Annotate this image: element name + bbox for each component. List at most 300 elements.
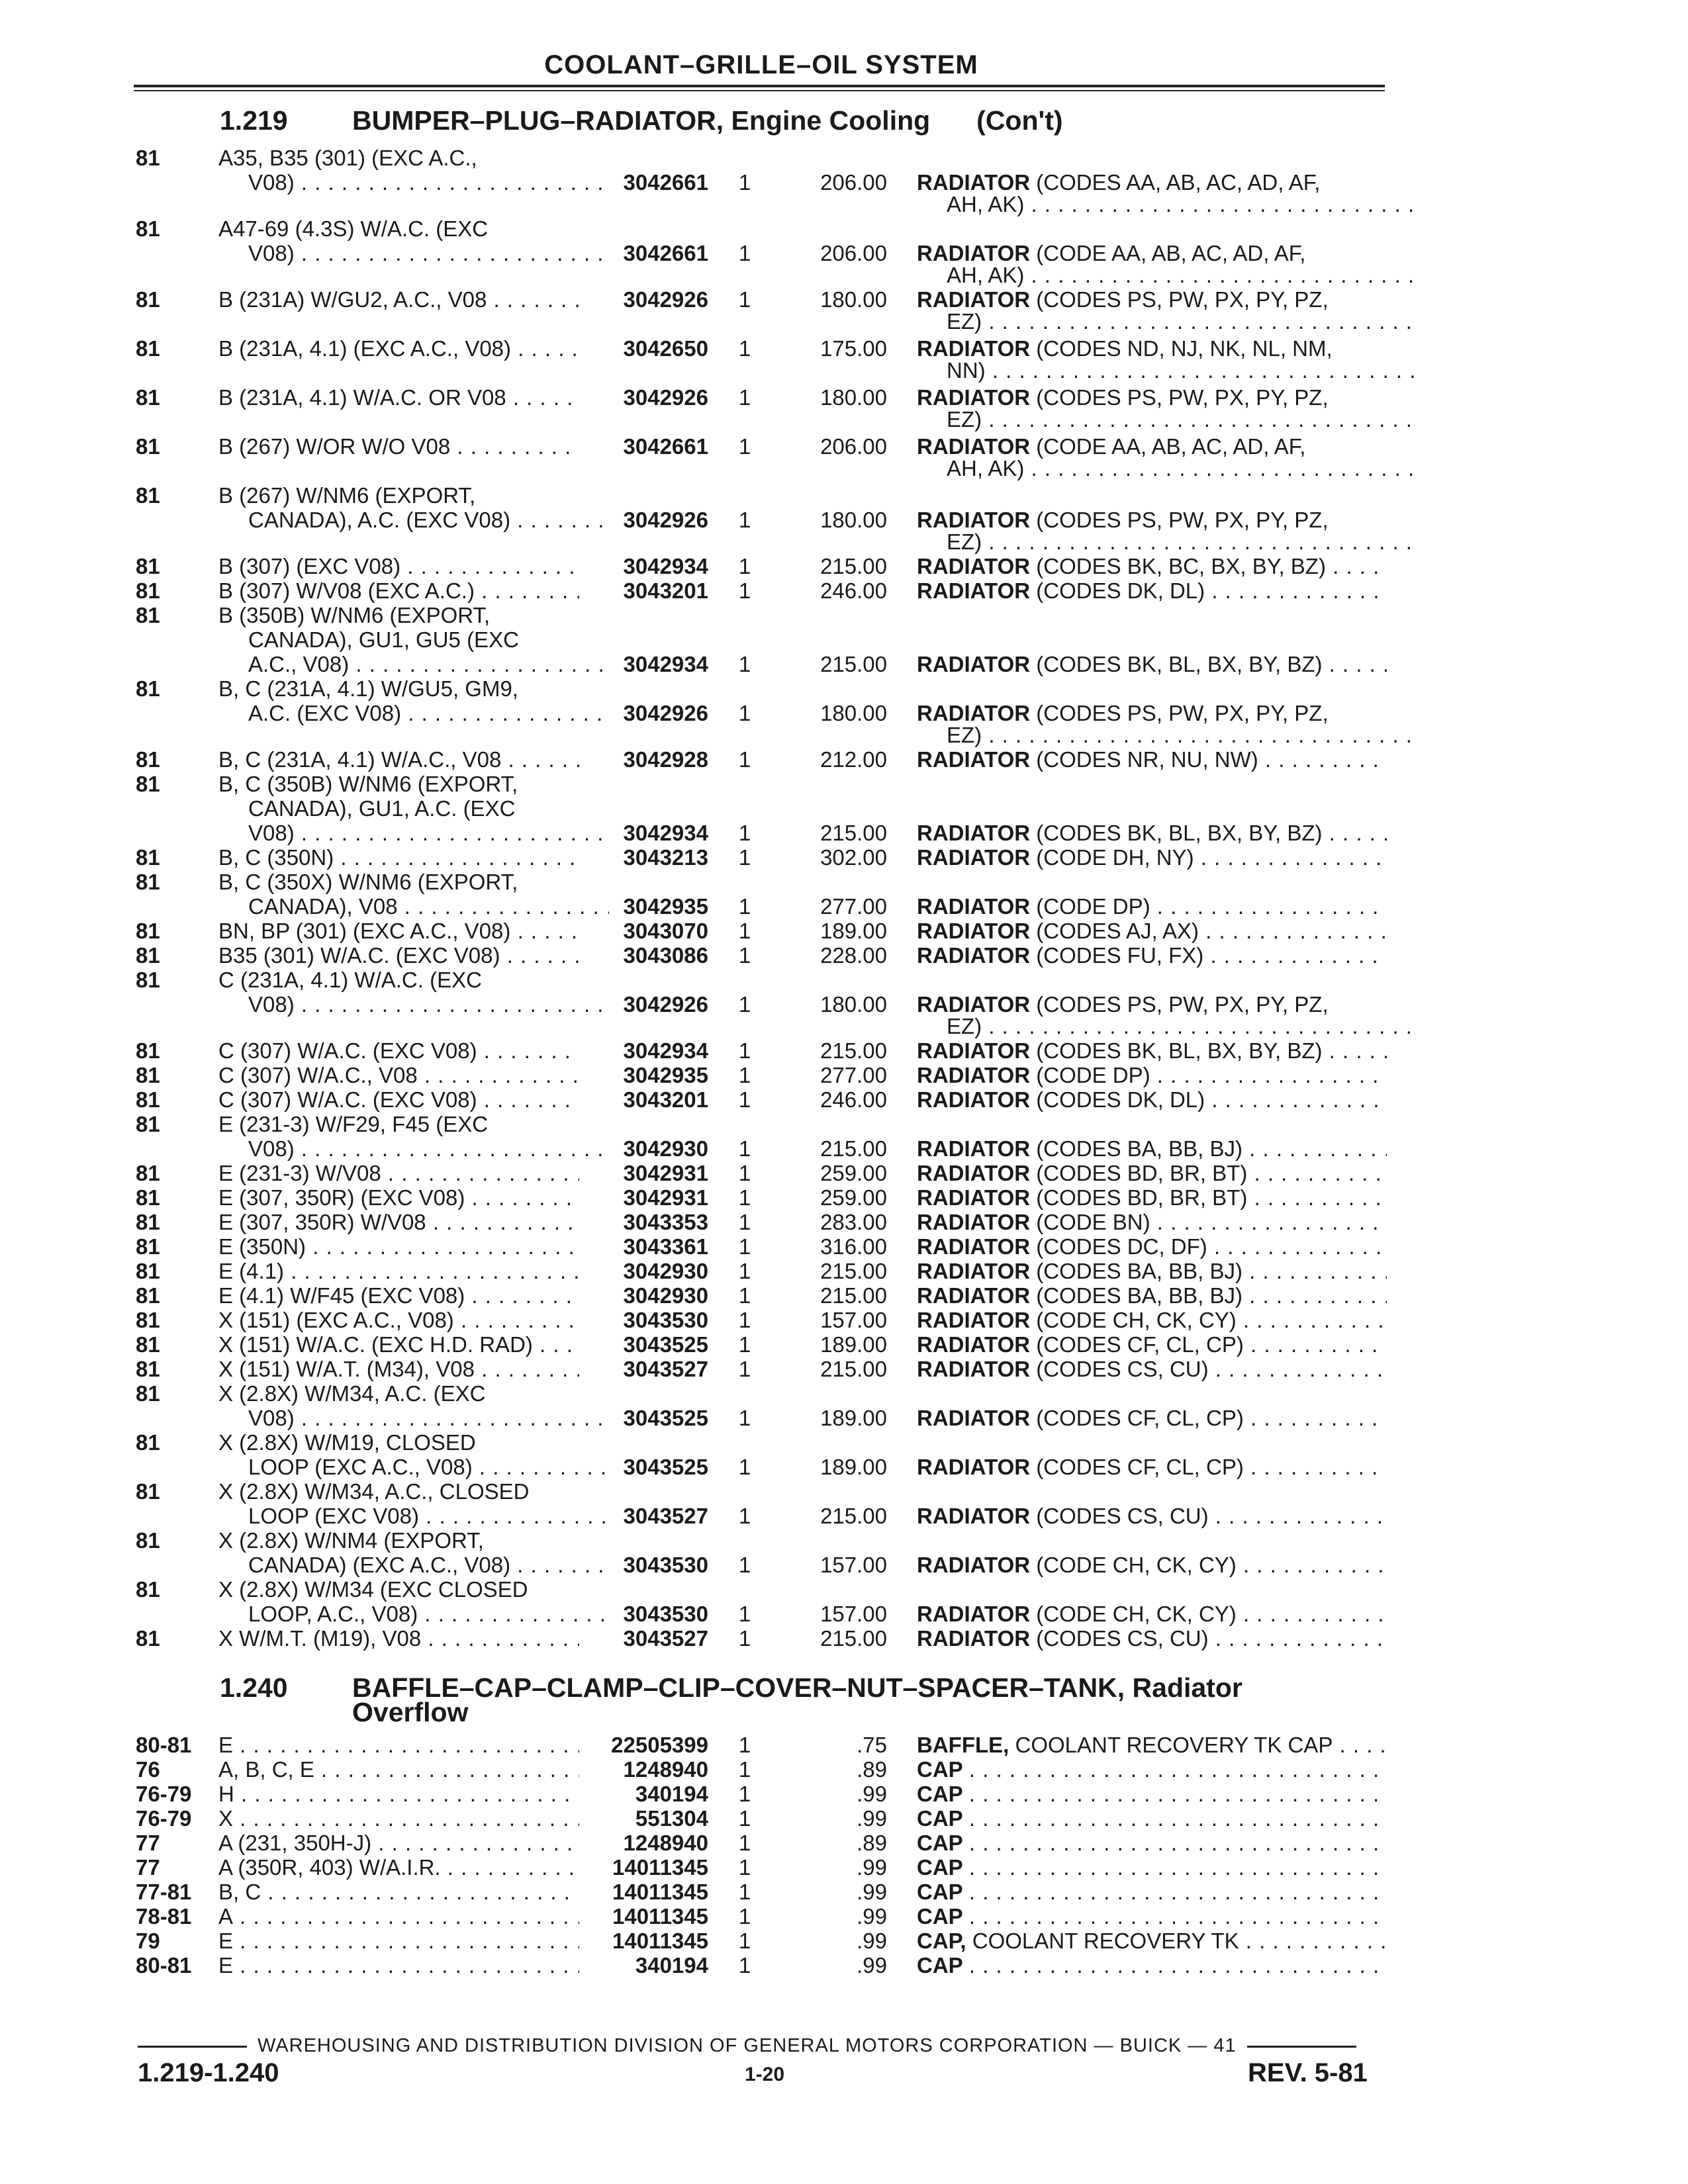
model-year: 81 — [136, 385, 160, 410]
description-detail: (CODE AA, AB, AC, AD, AF, — [1036, 434, 1306, 459]
part-number: 3043530 — [623, 1308, 708, 1332]
application-text: X (151) (EXC A.C., V08) . . . — [218, 1308, 579, 1332]
quantity: 1 — [738, 1038, 751, 1063]
price: 215.00 — [820, 1038, 887, 1063]
price: .89 — [857, 1831, 887, 1855]
description — [917, 554, 1387, 578]
description — [917, 508, 1387, 532]
section-continued: (Con't) — [976, 105, 1063, 136]
model-year: 81 — [136, 1626, 160, 1651]
description-detail: (CODES BK, BL, BX, BY, BZ) — [1036, 821, 1323, 845]
part-number: 3042930 — [623, 1136, 708, 1161]
description-detail: (CODES ND, NJ, NK, NL, NM, — [1036, 336, 1333, 361]
application-text: B (267) W/OR W/O V08 . . . — [218, 434, 579, 459]
description-detail: (CODES AA, AB, AC, AD, AF, — [1036, 170, 1321, 195]
description-name: RADIATOR — [917, 1210, 1031, 1234]
quantity: 1 — [738, 578, 751, 603]
part-number: 3043201 — [623, 578, 708, 603]
description-detail: (CODES CF, CL, CP) — [1036, 1455, 1244, 1479]
description — [917, 1038, 1387, 1063]
application-text: B (267) W/NM6 (EXPORT, — [218, 483, 476, 508]
application-text: B (231A, 4.1) W/A.C. OR V08 . . . — [218, 385, 579, 410]
part-number: 14011345 — [612, 1880, 708, 1904]
price: 157.00 — [820, 1553, 887, 1577]
model-year: 81 — [136, 1063, 160, 1087]
description-name: RADIATOR — [917, 1553, 1031, 1577]
description-detail: (CODES BA, BB, BJ) — [1036, 1136, 1243, 1161]
description-detail: (CODES PS, PW, PX, PY, PZ, — [1036, 385, 1329, 410]
price: 215.00 — [820, 1504, 887, 1528]
description-detail: (CODES BK, BC, BX, BY, BZ) — [1036, 554, 1326, 578]
description — [917, 1626, 1387, 1651]
application-text: V08) . . . — [218, 821, 609, 845]
application-text: CANADA), GU1, A.C. (EXC — [248, 796, 516, 821]
quantity: 1 — [738, 919, 751, 943]
description — [917, 434, 1387, 459]
description-continued: EZ) . . . — [917, 407, 1417, 432]
description — [917, 919, 1387, 943]
model-year: 76-79 — [136, 1806, 192, 1831]
model-year: 81 — [136, 1430, 160, 1455]
model-year: 81 — [136, 1038, 160, 1063]
model-year: 81 — [136, 1259, 160, 1283]
part-number: 3042926 — [623, 701, 708, 725]
description-name: CAP — [917, 1757, 963, 1782]
description-name: RADIATOR — [917, 919, 1031, 943]
application-text: E (4.1) W/F45 (EXC V08) . . . — [218, 1283, 579, 1308]
description-name: RADIATOR — [917, 578, 1031, 603]
part-number: 3042661 — [623, 434, 708, 459]
part-number: 3043527 — [623, 1626, 708, 1651]
description — [917, 845, 1387, 870]
description — [917, 170, 1387, 195]
application-text: B, C (350B) W/NM6 (EXPORT, — [218, 772, 518, 796]
description — [917, 1063, 1387, 1087]
description — [917, 1953, 1387, 1978]
description — [917, 1602, 1387, 1626]
quantity: 1 — [738, 170, 751, 195]
description — [917, 943, 1387, 968]
quantity: 1 — [738, 943, 751, 968]
description-detail: (CODES CS, CU) — [1036, 1357, 1209, 1381]
description — [917, 1455, 1387, 1479]
application-text: B (307) (EXC V08) . . . — [218, 554, 579, 578]
description-name: RADIATOR — [917, 1332, 1031, 1357]
price: 316.00 — [820, 1234, 887, 1259]
description-detail: (CODES BA, BB, BJ) — [1036, 1283, 1243, 1308]
application-text: V08) . . . — [218, 992, 609, 1017]
part-number: 3042926 — [623, 992, 708, 1017]
quantity: 1 — [738, 1234, 751, 1259]
description — [917, 1259, 1387, 1283]
description — [917, 1757, 1387, 1782]
price: 180.00 — [820, 385, 887, 410]
application-text: CANADA), V08 . . . — [218, 894, 609, 919]
description — [917, 385, 1387, 410]
price: 157.00 — [820, 1308, 887, 1332]
model-year: 81 — [136, 1479, 160, 1504]
price: .99 — [857, 1880, 887, 1904]
model-year: 81 — [136, 845, 160, 870]
quantity: 1 — [738, 1904, 751, 1929]
model-year: 81 — [136, 1308, 160, 1332]
part-number: 1248940 — [623, 1831, 708, 1855]
description-name: CAP — [917, 1953, 963, 1978]
description-detail: (CODES DK, DL) — [1036, 578, 1205, 603]
application-text: C (307) W/A.C. (EXC V08) . . . — [218, 1038, 579, 1063]
description-name: RADIATOR — [917, 385, 1031, 410]
description-continued: EZ) . . . — [917, 309, 1417, 334]
part-number: 340194 — [635, 1953, 708, 1978]
description — [917, 1357, 1387, 1381]
price: 283.00 — [820, 1210, 887, 1234]
model-year: 81 — [136, 676, 160, 701]
application-text: V08) . . . — [218, 241, 609, 265]
application-text: X (2.8X) W/M19, CLOSED — [218, 1430, 476, 1455]
description — [917, 821, 1387, 845]
price: 259.00 — [820, 1185, 887, 1210]
description — [917, 1806, 1387, 1831]
description-name: CAP, — [917, 1929, 966, 1953]
application-text: B, C (231A, 4.1) W/A.C., V08 . . . — [218, 747, 579, 772]
description — [917, 578, 1387, 603]
model-year: 77 — [136, 1855, 160, 1880]
quantity: 1 — [738, 1504, 751, 1528]
price: 189.00 — [820, 1406, 887, 1430]
description — [917, 1504, 1387, 1528]
model-year: 81 — [136, 1283, 160, 1308]
description-detail: COOLANT RECOVERY TK — [972, 1929, 1239, 1953]
price: 175.00 — [820, 336, 887, 361]
quantity: 1 — [738, 1308, 751, 1332]
description-name: RADIATOR — [917, 1308, 1031, 1332]
part-number: 3043213 — [623, 845, 708, 870]
description-continued: EZ) . . . — [917, 1014, 1417, 1038]
quantity: 1 — [738, 894, 751, 919]
section-number: 1.240 — [220, 1672, 288, 1703]
description — [917, 1782, 1387, 1806]
part-number: 3042930 — [623, 1259, 708, 1283]
price: 246.00 — [820, 578, 887, 603]
description — [917, 1880, 1387, 1904]
description-name: RADIATOR — [917, 1161, 1031, 1185]
model-year: 81 — [136, 1528, 160, 1553]
description-detail: (CODES CF, CL, CP) — [1036, 1332, 1244, 1357]
quantity: 1 — [738, 1602, 751, 1626]
model-year: 81 — [136, 216, 160, 241]
description-name: RADIATOR — [917, 170, 1031, 195]
quantity: 1 — [738, 1455, 751, 1479]
description-name: RADIATOR — [917, 1185, 1031, 1210]
quantity: 1 — [738, 508, 751, 532]
application-text: X (2.8X) W/M34, A.C. (EXC — [218, 1381, 486, 1406]
price: .99 — [857, 1806, 887, 1831]
description-detail: (CODES BK, BL, BX, BY, BZ) — [1036, 652, 1323, 676]
description-name: RADIATOR — [917, 434, 1031, 459]
description — [917, 894, 1387, 919]
price: .99 — [857, 1929, 887, 1953]
quantity: 1 — [738, 1806, 751, 1831]
description — [917, 1283, 1387, 1308]
description-continued: EZ) . . . — [917, 723, 1417, 747]
part-number: 3042928 — [623, 747, 708, 772]
description-name: RADIATOR — [917, 1504, 1031, 1528]
description — [917, 1855, 1387, 1880]
price: 215.00 — [820, 1136, 887, 1161]
application-text: LOOP (EXC V08) . . . — [218, 1504, 609, 1528]
description — [917, 652, 1387, 676]
description-detail: (CODES BK, BL, BX, BY, BZ) — [1036, 1038, 1323, 1063]
description — [917, 1210, 1387, 1234]
description-name: RADIATOR — [917, 1357, 1031, 1381]
description-name: RADIATOR — [917, 701, 1031, 725]
quantity: 1 — [738, 1733, 751, 1757]
model-year: 81 — [136, 1234, 160, 1259]
application-text: B (307) W/V08 (EXC A.C.) . . . — [218, 578, 579, 603]
quantity: 1 — [738, 747, 751, 772]
footer-rule-right — [1247, 2046, 1356, 2048]
description-name: CAP — [917, 1855, 963, 1880]
application-text: BN, BP (301) (EXC A.C., V08) . . . — [218, 919, 579, 943]
footer-revision: REV. 5-81 — [1248, 2058, 1368, 2087]
part-number: 3042926 — [623, 287, 708, 312]
description — [917, 1929, 1387, 1953]
description-name: RADIATOR — [917, 992, 1031, 1017]
application-text: X . . . — [218, 1806, 579, 1831]
description-detail: (CODES CS, CU) — [1036, 1626, 1209, 1651]
description-detail: COOLANT RECOVERY TK CAP — [1015, 1733, 1333, 1757]
description — [917, 1136, 1387, 1161]
part-number: 3042934 — [623, 821, 708, 845]
description-name: CAP — [917, 1806, 963, 1831]
description — [917, 747, 1387, 772]
description-detail: (CODES AJ, AX) — [1036, 919, 1199, 943]
quantity: 1 — [738, 1757, 751, 1782]
application-text: E (4.1) . . . — [218, 1259, 579, 1283]
application-text: X (151) W/A.C. (EXC H.D. RAD) . . . — [218, 1332, 579, 1357]
description-name: RADIATOR — [917, 1602, 1031, 1626]
description-detail: (CODES BD, BR, BT) — [1036, 1161, 1248, 1185]
description-continued: NN) . . . — [917, 358, 1417, 383]
description-continued: AH, AK) . . . — [917, 192, 1417, 216]
description-name: CAP — [917, 1904, 963, 1929]
application-text: CANADA) (EXC A.C., V08) . . . — [218, 1553, 609, 1577]
description-detail: (CODE DH, NY) — [1036, 845, 1194, 870]
description-name: RADIATOR — [917, 652, 1031, 676]
description — [917, 1234, 1387, 1259]
quantity: 1 — [738, 336, 751, 361]
part-number: 3043527 — [623, 1357, 708, 1381]
description-name: CAP — [917, 1831, 963, 1855]
application-text: CANADA), GU1, GU5 (EXC — [248, 627, 519, 652]
price: 277.00 — [820, 894, 887, 919]
description-name: RADIATOR — [917, 1406, 1031, 1430]
price: 215.00 — [820, 1626, 887, 1651]
application-text: X W/M.T. (M19), V08 . . . — [218, 1626, 579, 1651]
description — [917, 1904, 1387, 1929]
footer-division: WAREHOUSING AND DISTRIBUTION DIVISION OF GENERAL MOTORS CORPORATION — BUICK — 41 — [258, 2035, 1237, 2056]
application-text: B (350B) W/NM6 (EXPORT, — [218, 603, 491, 627]
model-year: 81 — [136, 943, 160, 968]
footer-rule-left — [138, 2046, 247, 2048]
description-name: BAFFLE, — [917, 1733, 1009, 1757]
application-text: A.C. (EXC V08) . . . — [218, 701, 609, 725]
price: 180.00 — [820, 701, 887, 725]
quantity: 1 — [738, 1087, 751, 1112]
footer-division-line — [138, 2035, 1367, 2057]
price: 180.00 — [820, 287, 887, 312]
description-detail: (CODE CH, CK, CY) — [1036, 1308, 1237, 1332]
part-number: 3043525 — [623, 1406, 708, 1430]
application-text: V08) . . . — [218, 1136, 609, 1161]
description-detail: (CODE BN) — [1036, 1210, 1150, 1234]
model-year: 81 — [136, 1577, 160, 1602]
model-year: 76 — [136, 1757, 160, 1782]
application-text: C (307) W/A.C. (EXC V08) . . . — [218, 1087, 579, 1112]
quantity: 1 — [738, 287, 751, 312]
section-title: BUMPER–PLUG–RADIATOR, Engine Cooling — [352, 105, 931, 136]
price: .75 — [857, 1733, 887, 1757]
description-detail: (CODES CF, CL, CP) — [1036, 1406, 1244, 1430]
price: 206.00 — [820, 434, 887, 459]
application-text: E (307, 350R) (EXC V08) . . . — [218, 1185, 579, 1210]
model-year: 79 — [136, 1929, 160, 1953]
description — [917, 1185, 1387, 1210]
quantity: 1 — [738, 1259, 751, 1283]
part-number: 14011345 — [612, 1929, 708, 1953]
model-year: 81 — [136, 1112, 160, 1136]
model-year: 81 — [136, 747, 160, 772]
part-number: 3043525 — [623, 1332, 708, 1357]
description-name: RADIATOR — [917, 747, 1031, 772]
price: .99 — [857, 1904, 887, 1929]
quantity: 1 — [738, 845, 751, 870]
part-number: 14011345 — [612, 1904, 708, 1929]
description-name: RADIATOR — [917, 1234, 1031, 1259]
model-year: 81 — [136, 1087, 160, 1112]
application-text: E . . . — [218, 1929, 579, 1953]
price: .99 — [857, 1855, 887, 1880]
application-text: CANADA), A.C. (EXC V08) . . . — [218, 508, 609, 532]
part-number: 3042935 — [623, 1063, 708, 1087]
application-text: B35 (301) W/A.C. (EXC V08) . . . — [218, 943, 579, 968]
quantity: 1 — [738, 1929, 751, 1953]
quantity: 1 — [738, 1626, 751, 1651]
description — [917, 1553, 1387, 1577]
application-text: A35, B35 (301) (EXC A.C., — [218, 146, 477, 170]
application-text: B (231A) W/GU2, A.C., V08 . . . — [218, 287, 579, 312]
model-year: 81 — [136, 578, 160, 603]
price: 206.00 — [820, 170, 887, 195]
model-year: 80-81 — [136, 1733, 192, 1757]
application-text: LOOP, A.C., V08) . . . — [218, 1602, 609, 1626]
price: .99 — [857, 1953, 887, 1978]
part-number: 3043527 — [623, 1504, 708, 1528]
description-continued: EZ) . . . — [917, 529, 1417, 554]
model-year: 81 — [136, 1185, 160, 1210]
price: 215.00 — [820, 652, 887, 676]
application-text: B (231A, 4.1) (EXC A.C., V08) . . . — [218, 336, 579, 361]
price: .89 — [857, 1757, 887, 1782]
application-text: A47-69 (4.3S) W/A.C. (EXC — [218, 216, 489, 241]
description-detail: (CODES NR, NU, NW) — [1036, 747, 1258, 772]
price: 228.00 — [820, 943, 887, 968]
quantity: 1 — [738, 992, 751, 1017]
description — [917, 336, 1387, 361]
description-name: RADIATOR — [917, 241, 1031, 265]
quantity: 1 — [738, 241, 751, 265]
description-detail: (CODE DP) — [1036, 1063, 1150, 1087]
application-text: H . . . — [218, 1782, 579, 1806]
description — [917, 1161, 1387, 1185]
model-year: 81 — [136, 483, 160, 508]
part-number: 3042661 — [623, 241, 708, 265]
application-text: E (231-3) W/F29, F45 (EXC — [218, 1112, 489, 1136]
part-number: 3042926 — [623, 508, 708, 532]
part-number: 551304 — [635, 1806, 708, 1831]
application-text: V08) . . . — [218, 1406, 609, 1430]
quantity: 1 — [738, 1063, 751, 1087]
part-number: 22505399 — [611, 1733, 708, 1757]
description-name: CAP — [917, 1782, 963, 1806]
price: 246.00 — [820, 1087, 887, 1112]
quantity: 1 — [738, 1953, 751, 1978]
quantity: 1 — [738, 1782, 751, 1806]
quantity: 1 — [738, 385, 751, 410]
description — [917, 992, 1387, 1017]
description — [917, 701, 1387, 725]
part-number: 3042934 — [623, 554, 708, 578]
application-text: A (231, 350H-J) . . . — [218, 1831, 579, 1855]
application-text: E . . . — [218, 1953, 579, 1978]
description-name: RADIATOR — [917, 1136, 1031, 1161]
description-name: RADIATOR — [917, 1087, 1031, 1112]
description-name: RADIATOR — [917, 336, 1031, 361]
description-name: RADIATOR — [917, 1283, 1031, 1308]
quantity: 1 — [738, 1161, 751, 1185]
description — [917, 1406, 1387, 1430]
model-year: 81 — [136, 603, 160, 627]
description-detail: (CODES PS, PW, PX, PY, PZ, — [1036, 701, 1329, 725]
part-number: 3042650 — [623, 336, 708, 361]
price: 215.00 — [820, 1357, 887, 1381]
description-name: RADIATOR — [917, 845, 1031, 870]
application-text: V08) . . . — [218, 170, 609, 195]
price: 206.00 — [820, 241, 887, 265]
application-text: X (151) W/A.T. (M34), V08 . . . — [218, 1357, 579, 1381]
quantity: 1 — [738, 701, 751, 725]
description-detail: (CODES CS, CU) — [1036, 1504, 1209, 1528]
model-year: 80-81 — [136, 1953, 192, 1978]
part-number: 14011345 — [612, 1855, 708, 1880]
part-number: 3043530 — [623, 1553, 708, 1577]
description-detail: (CODES BD, BR, BT) — [1036, 1185, 1248, 1210]
description-continued: AH, AK) . . . — [917, 263, 1417, 287]
quantity: 1 — [738, 1210, 751, 1234]
section-number: 1.219 — [220, 105, 288, 136]
page-title: COOLANT–GRILLE–OIL SYSTEM — [544, 50, 978, 79]
model-year: 81 — [136, 1161, 160, 1185]
description-detail: (CODES PS, PW, PX, PY, PZ, — [1036, 508, 1329, 532]
price: 215.00 — [820, 821, 887, 845]
description-detail: (CODES DK, DL) — [1036, 1087, 1205, 1112]
quantity: 1 — [738, 1831, 751, 1855]
model-year: 81 — [136, 1332, 160, 1357]
price: 189.00 — [820, 1455, 887, 1479]
model-year: 77 — [136, 1831, 160, 1855]
part-number: 3043070 — [623, 919, 708, 943]
model-year: 81 — [136, 1381, 160, 1406]
